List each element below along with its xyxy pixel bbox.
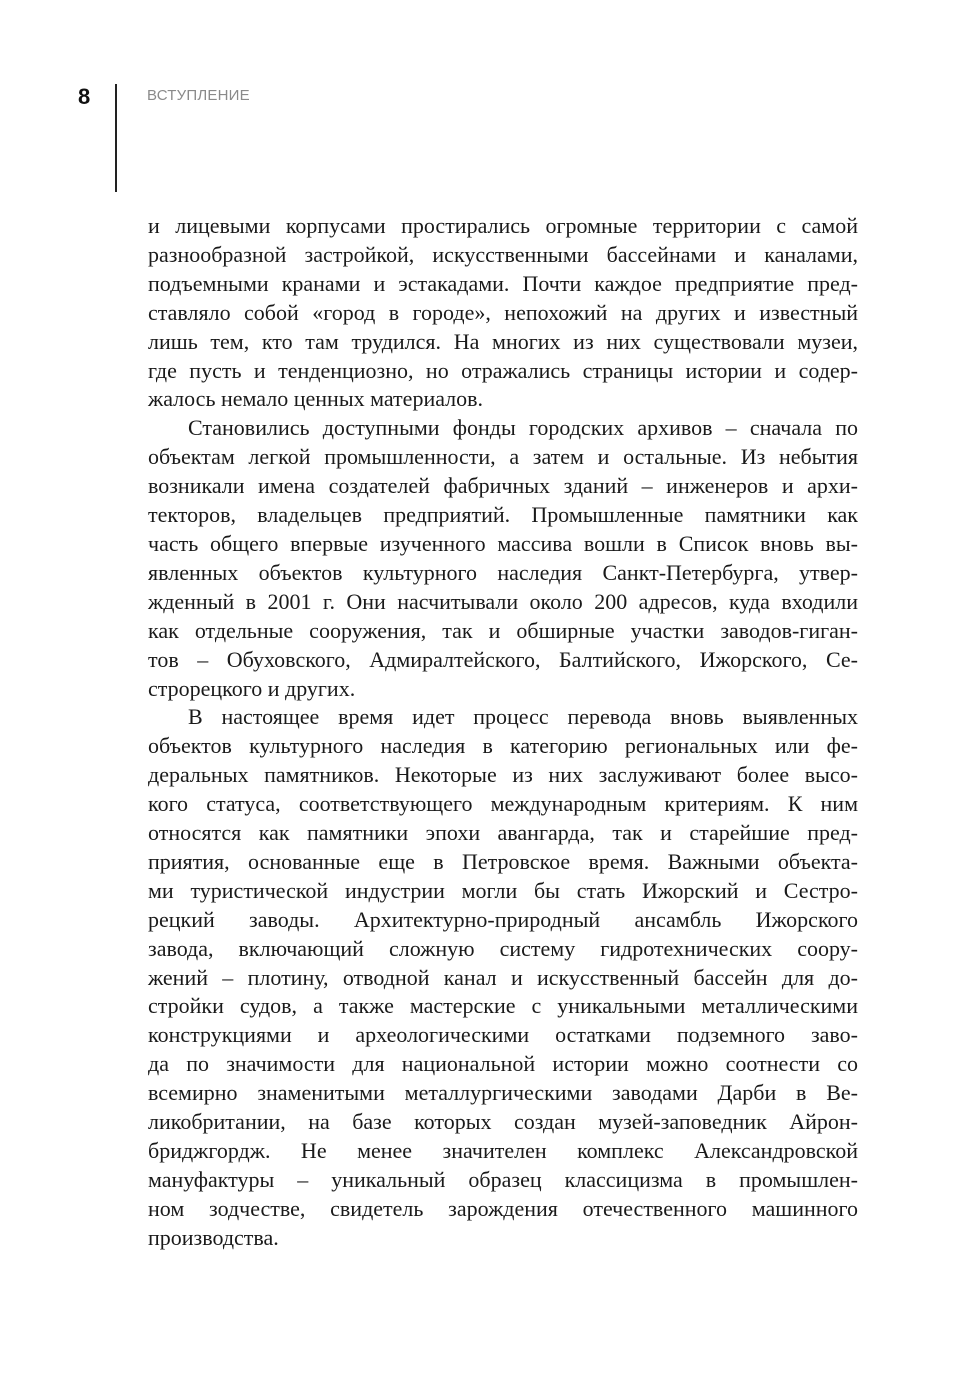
text-line: жений – плотину, отводной канал и искусственный бассейн для до- xyxy=(148,964,858,990)
text-line: как отдельные сооружения, так и обширные участки заводов-гиган- xyxy=(148,617,858,643)
text-line: объектов культурного наследия в категорию региональных или фе- xyxy=(148,733,858,759)
text-line: да по значимости для национальной истории можно соотнести со xyxy=(148,1051,858,1077)
running-head: ВСТУПЛЕНИЕ xyxy=(147,87,250,104)
text-line: конструкциями и археологическими остатками подземного заво- xyxy=(148,1022,858,1048)
text-line: всемирно знаменитыми металлургическими заводами Дарби в Ве- xyxy=(148,1080,858,1106)
text-line: текторов, владельцев предприятий. Промышленные памятники как xyxy=(148,502,858,528)
text-line: В настоящее время идет процесс перевода вновь выявленных xyxy=(188,704,858,730)
text-line: стройки судов, а также мастерские с уникальными металлическими xyxy=(148,993,858,1019)
text-line: разнообразной застройкой, искусственными бассейнами и каналами, xyxy=(148,241,858,267)
page-number: 8 xyxy=(78,84,91,109)
text-line: Становились доступными фонды городских архивов – сначала по xyxy=(188,415,858,441)
text-line: лишь тем, кто там трудился. На многих из них существовали музеи, xyxy=(148,328,858,354)
text-line: ставляло собой «город в городе», непохожий на других и известный xyxy=(148,299,858,325)
body-text xyxy=(148,212,858,1253)
text-line: возникали имена создателей фабричных зданий – инженеров и архи- xyxy=(148,473,858,499)
text-line: часть общего впервые изученного массива вошли в Список вновь вы- xyxy=(148,530,858,556)
text-line: жалось немало ценных материалов. xyxy=(148,386,484,412)
text-line: жденный в 2001 г. Они насчитывали около 200 адресов, куда входили xyxy=(148,588,858,614)
text-line: деральных памятников. Некоторые из них заслуживают более высо- xyxy=(148,762,858,788)
text-line: ликобритании, на базе которых создан музей-заповедник Айрон- xyxy=(148,1109,858,1135)
text-line: бриджгордж. Не менее значителен комплекс Александровской xyxy=(148,1138,858,1163)
text-line: приятия, основанные еще в Петровское время. Важными объекта- xyxy=(148,848,858,874)
text-line: и лицевыми корпусами простирались огромные территории с самой xyxy=(148,213,858,238)
header-divider xyxy=(115,84,117,192)
text-line: тов – Обуховского, Адмиралтейского, Балтийского, Ижорского, Се- xyxy=(148,646,858,672)
text-line: где пусть и тенденциозно, но отражались страницы истории и содер- xyxy=(148,357,858,383)
text-line: явленных объектов культурного наследия Санкт-Петербурга, утвер- xyxy=(148,559,858,585)
paragraph-2 xyxy=(148,414,858,703)
text-line: производства. xyxy=(148,1224,279,1250)
text-line: рецкий заводы. Архитектурно-природный ансамбль Ижорского xyxy=(148,906,858,932)
paragraph-1 xyxy=(148,212,858,414)
text-line: строрецкого и других. xyxy=(148,675,356,701)
text-line: объектам легкой промышленности, а затем и остальные. Из небытия xyxy=(148,444,858,470)
text-line: ми туристической индустрии могли бы стать Ижорский и Сестро- xyxy=(148,877,858,903)
paragraph-3 xyxy=(148,703,858,1252)
text-line: завода, включающий сложную систему гидротехнических соору- xyxy=(148,935,858,961)
text-line: подъемными кранами и эстакадами. Почти каждое предприятие пред- xyxy=(148,270,858,296)
text-line: кого статуса, соответствующего международным критериям. К ним xyxy=(148,791,858,817)
text-line: мануфактуры – уникальный образец классицизма в промышлен- xyxy=(148,1166,858,1192)
text-line: ном зодчестве, свидетель зарождения отечественного машинного xyxy=(148,1195,858,1221)
text-line: относятся как памятники эпохи авангарда, так и старейшие пред- xyxy=(148,820,858,846)
